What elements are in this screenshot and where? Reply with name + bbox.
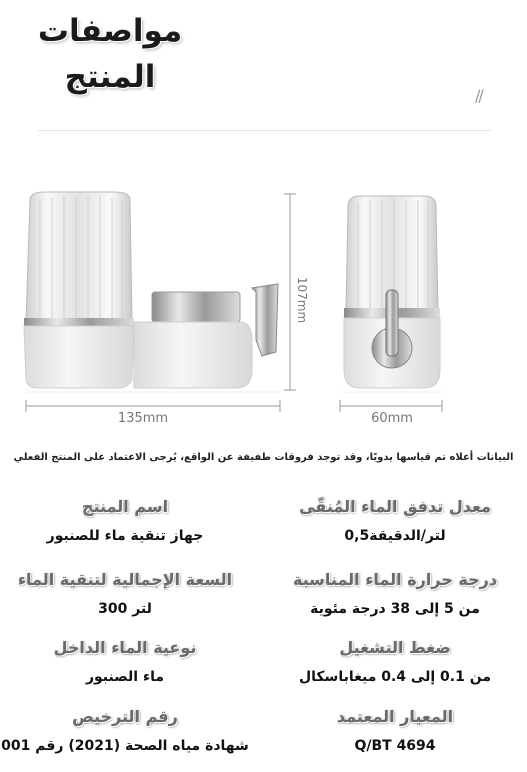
measurement-note: البيانات أعلاه تم قياسها يدويًا، وقد توجد فروقات طفيفة عن الواقع، يُرجى الاعتماد على المنتج الفعلي	[13, 452, 514, 463]
decorative-slash-mark: //	[475, 86, 482, 105]
spec-license-number	[0, 706, 250, 757]
spec-total-capacity	[0, 569, 250, 620]
product-dimension-figure	[0, 180, 527, 440]
spec-label: المعيار المعتمد	[336, 707, 454, 726]
width-dimension-label: 135mm	[117, 411, 169, 426]
spec-value: ماء الصنبور	[85, 669, 165, 685]
divider	[38, 130, 491, 131]
front-view-drawing	[340, 196, 442, 392]
side-view-drawing	[24, 192, 280, 392]
height-dimension-label: 107mm	[295, 276, 309, 324]
spec-value: جهاز تنقية ماء للصنبور	[46, 528, 204, 544]
spec-value: شهادة مياه الصحة (2021) رقم 001	[1, 738, 249, 754]
spec-label: رقم الترخيص	[72, 707, 178, 726]
spec-value: لتر/الدقيقة0,5	[344, 528, 446, 544]
depth-dimension-label: 60mm	[371, 411, 413, 426]
spec-product-name	[0, 496, 250, 547]
spec-value: Q/BT 4694	[354, 738, 436, 754]
spec-label: نوعية الماء الداخل	[53, 638, 197, 657]
spec-inlet-water	[0, 637, 250, 688]
spec-label: معدل تدفق الماء المُنقّى	[299, 497, 491, 516]
page-title	[30, 8, 190, 100]
spec-label: درجة حرارة الماء المناسبة	[292, 570, 498, 589]
spec-value: من 5 إلى 38 درجة مئوية	[310, 601, 480, 617]
title-line-2: المنتج	[64, 59, 156, 95]
spec-label: اسم المنتج	[81, 497, 169, 516]
spec-label: السعة الإجمالية لتنقية الماء	[17, 570, 233, 589]
spec-value: لتر 300	[98, 601, 152, 617]
spec-label: ضغط التشغيل	[339, 638, 451, 657]
spec-flow-rate	[270, 496, 520, 547]
spec-operating-pressure	[270, 637, 520, 688]
spec-value: من 0.1 إلى 0.4 ميغاباسكال	[299, 669, 491, 685]
spec-standard	[270, 706, 520, 757]
spec-water-temperature	[270, 569, 520, 620]
title-line-1: مواصفات	[37, 13, 183, 49]
